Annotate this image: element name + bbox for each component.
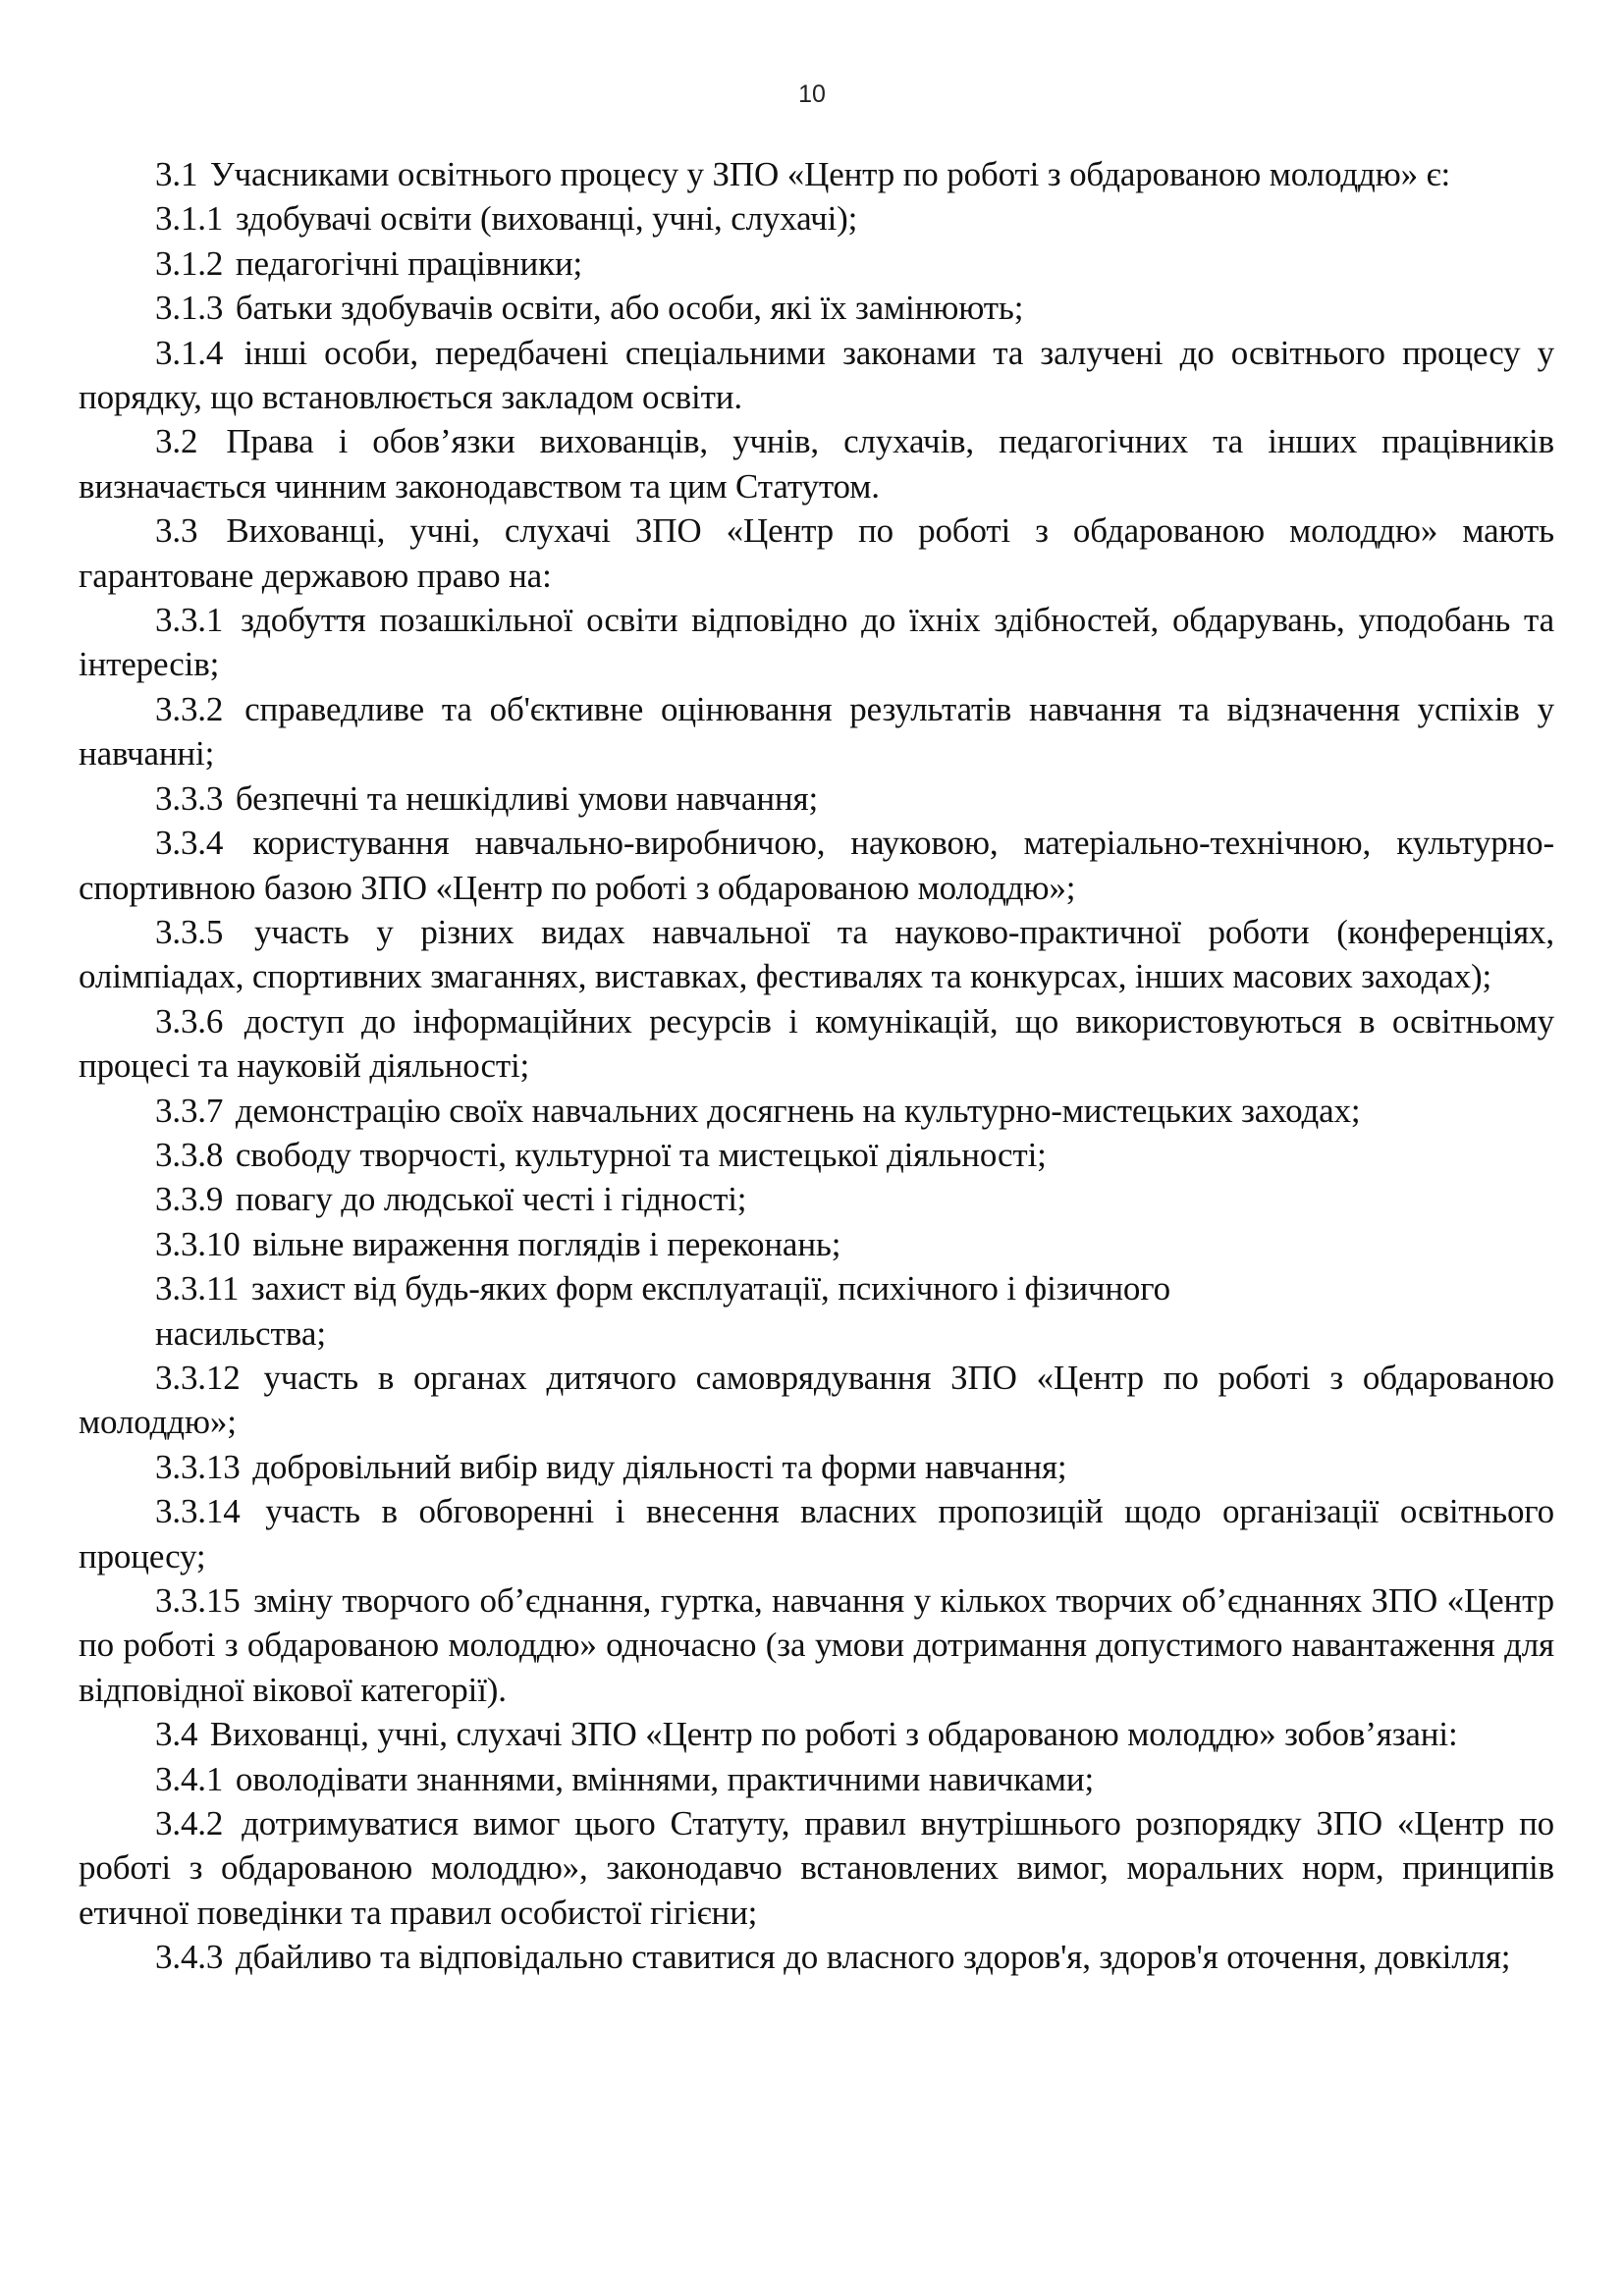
paragraph-number: 3.3.4 bbox=[155, 824, 224, 863]
paragraph-number: 3.1 bbox=[155, 155, 198, 193]
paragraph-number: 3.1.1 bbox=[155, 199, 224, 239]
paragraph-3-1 bbox=[79, 152, 1554, 196]
paragraph-text: участь в обговоренні і внесення власних пропозицій щодо організації освітнього процесу; bbox=[79, 1492, 1554, 1575]
paragraph-number: 3.3.7 bbox=[155, 1091, 224, 1130]
paragraph-3-3-12 bbox=[79, 1356, 1554, 1445]
paragraph-number: 3.2 bbox=[155, 422, 198, 461]
paragraph-3-3-1 bbox=[79, 598, 1554, 687]
paragraph-number: 3.1.2 bbox=[155, 243, 224, 283]
paragraph-3-3-8 bbox=[79, 1133, 1554, 1177]
paragraph-3-3-3 bbox=[79, 776, 1554, 821]
paragraph-text: безпечні та нешкідливі умови навчання; bbox=[235, 778, 819, 818]
paragraph-number: 3.3.1 bbox=[155, 601, 224, 640]
paragraph-number: 3.3.14 bbox=[155, 1492, 241, 1531]
paragraph-number: 3.4.1 bbox=[155, 1759, 224, 1798]
paragraph-3-3-11 bbox=[79, 1266, 1554, 1310]
paragraph-text: батьки здобувачів освіти, або особи, які їх замінюють; bbox=[235, 289, 1024, 328]
paragraph-3-3-6 bbox=[79, 999, 1554, 1089]
paragraph-text: оволодівати знаннями, вміннями, практичними навичками; bbox=[235, 1759, 1095, 1798]
paragraph-3-1-2 bbox=[79, 241, 1554, 286]
paragraph-text: вільне вираження поглядів і переконань; bbox=[252, 1224, 841, 1263]
paragraph-3-3-2 bbox=[79, 687, 1554, 776]
paragraph-text: добровільний вибір виду діяльності та форми навчання; bbox=[252, 1447, 1067, 1486]
paragraph-number: 3.4 bbox=[155, 1715, 198, 1754]
paragraph-number: 3.1.3 bbox=[155, 289, 224, 328]
paragraph-3-1-3 bbox=[79, 286, 1554, 330]
paragraph-text: Права і обов’язки вихованців, учнів, слухачів, педагогічних та інших працівників визначається чинним законодавством та цим Статутом. bbox=[79, 422, 1554, 506]
paragraph-text: Учасниками освітнього процесу у ЗПО «Центр по роботі з обдарованою молоддю» є: bbox=[209, 155, 1451, 193]
paragraph-number: 3.3 bbox=[155, 511, 198, 551]
paragraph-3-3 bbox=[79, 508, 1554, 598]
paragraph-3-3-9 bbox=[79, 1177, 1554, 1221]
paragraph-3-4 bbox=[79, 1712, 1554, 1756]
paragraph-3-3-15 bbox=[79, 1578, 1554, 1712]
paragraph-text: зміну творчого об’єднання, гуртка, навчання у кількох творчих об’єднаннях ЗПО «Центр по роботі з обдарованою молоддю» одночасно (за умови дотримання допустимого навантаження для відповідної вікової категорії). bbox=[79, 1581, 1554, 1709]
paragraph-number: 3.3.13 bbox=[155, 1447, 241, 1486]
paragraph-text: участь в органах дитячого самоврядування ЗПО «Центр по роботі з обдарованою молоддю»; bbox=[79, 1358, 1554, 1442]
paragraph-3-4-3 bbox=[79, 1935, 1554, 1979]
paragraph-text: здобуття позашкільної освіти відповідно до їхніх здібностей, обдарувань, уподобань та інтересів; bbox=[79, 601, 1554, 684]
paragraph-3-3-14 bbox=[79, 1489, 1554, 1578]
paragraph-3-3-10 bbox=[79, 1222, 1554, 1266]
paragraph-number: 3.3.3 bbox=[155, 778, 224, 818]
paragraph-3-3-5 bbox=[79, 910, 1554, 999]
paragraph-text: свободу творчості, культурної та мистецької діяльності; bbox=[235, 1135, 1047, 1174]
paragraph-text: дбайливо та відповідально ставитися до власного здоров'я, здоров'я оточення, довкілля; bbox=[235, 1938, 1511, 1977]
paragraph-number: 3.4.2 bbox=[155, 1804, 224, 1843]
paragraph-number: 3.3.10 bbox=[155, 1224, 241, 1263]
paragraph-3-4-2 bbox=[79, 1801, 1554, 1935]
paragraph-text: інші особи, передбачені спеціальними законами та залучені до освітнього процесу у порядку, що встановлюється закладом освіти. bbox=[79, 333, 1554, 417]
paragraph-3-4-1 bbox=[79, 1757, 1554, 1801]
paragraph-text: доступ до інформаційних ресурсів і комунікацій, що використовуються в освітньому процесі та науковій діяльності; bbox=[79, 1001, 1555, 1086]
paragraph-3-3-13 bbox=[79, 1445, 1554, 1489]
paragraph-number: 3.3.15 bbox=[155, 1581, 241, 1620]
paragraph-text: справедливе та об'єктивне оцінювання результатів навчання та відзначення успіхів у навчанні; bbox=[79, 689, 1554, 774]
paragraph-text: педагогічні працівники; bbox=[235, 243, 583, 283]
paragraph-3-3-7 bbox=[79, 1089, 1554, 1133]
paragraph-number: 3.3.2 bbox=[155, 689, 224, 728]
paragraph-text: дотримуватися вимог цього Статуту, правил внутрішнього розпорядку ЗПО «Центр по роботі з обдарованою молоддю», законодавчо встановлених вимог, моральних норм, принципів етичної поведінки та правил особистої гігієни; bbox=[79, 1804, 1555, 1932]
paragraph-3-1-1 bbox=[79, 196, 1554, 240]
paragraph-text: участь у різних видах навчальної та науково-практичної роботи (конференціях, олімпіадах, спортивних змаганнях, виставках, фестивалях та конкурсах, інших масових заходах); bbox=[79, 912, 1554, 996]
document-body bbox=[79, 152, 1554, 1980]
paragraph-text: користування навчально-виробничою, науковою, матеріально-технічною, культурно-спортивною базою ЗПО «Центр по роботі з обдарованою молоддю»; bbox=[79, 824, 1554, 907]
paragraph-number: 3.3.9 bbox=[155, 1180, 224, 1219]
paragraph-text: Вихованці, учні, слухачі ЗПО «Центр по роботі з обдарованою молоддю» мають гарантоване державою право на: bbox=[79, 511, 1554, 595]
page-number: 10 bbox=[798, 80, 826, 108]
paragraph-text: Вихованці, учні, слухачі ЗПО «Центр по роботі з обдарованою молоддю» зобов’язані: bbox=[209, 1715, 1458, 1754]
paragraph-text: захист від будь-яких форм експлуатації, психічного і фізичного bbox=[250, 1269, 1170, 1308]
paragraph-number: 3.3.12 bbox=[155, 1358, 241, 1397]
paragraph-3-1-4 bbox=[79, 331, 1554, 420]
paragraph-number: 3.4.3 bbox=[155, 1938, 224, 1977]
paragraph-number: 3.1.4 bbox=[155, 333, 224, 372]
paragraph-number: 3.3.11 bbox=[155, 1269, 240, 1308]
paragraph-3-3-11-continuation: насильства; bbox=[155, 1313, 327, 1353]
paragraph-3-2 bbox=[79, 419, 1554, 508]
paragraph-text: повагу до людської честі і гідності; bbox=[235, 1180, 747, 1219]
paragraph-text: демонстрацію своїх навчальних досягнень на культурно-мистецьких заходах; bbox=[235, 1091, 1361, 1130]
paragraph-number: 3.3.5 bbox=[155, 912, 224, 951]
paragraph-text: здобувачі освіти (вихованці, учні, слухачі); bbox=[235, 199, 858, 239]
paragraph-number: 3.3.6 bbox=[155, 1001, 224, 1041]
paragraph-number: 3.3.8 bbox=[155, 1135, 224, 1174]
paragraph-3-3-4 bbox=[79, 821, 1554, 910]
